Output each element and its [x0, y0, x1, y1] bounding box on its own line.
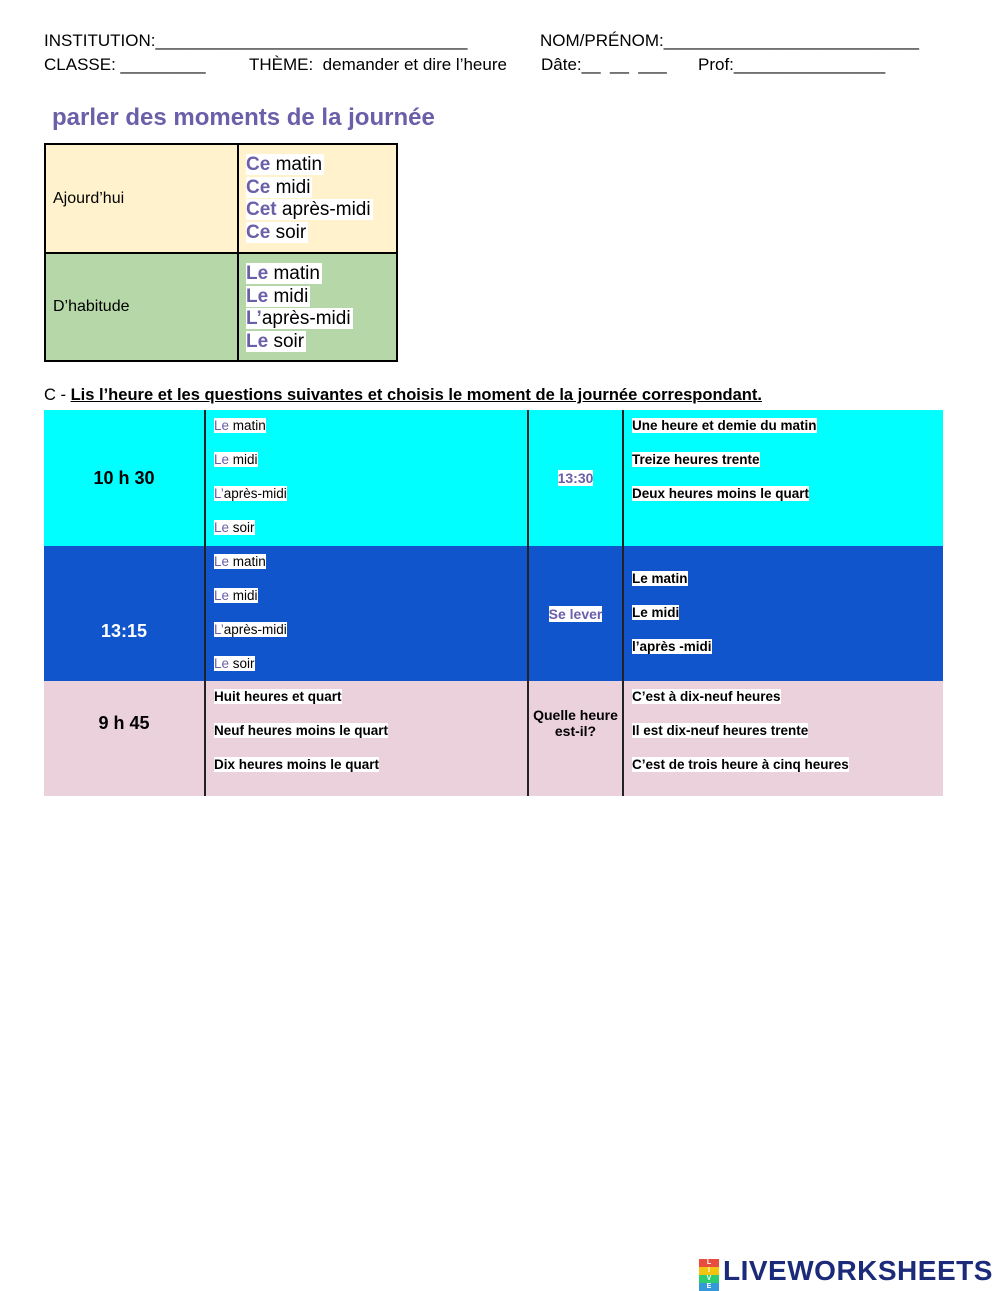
option-choice[interactable]: Une heure et demie du matin [632, 418, 817, 433]
exercise-row [44, 681, 943, 796]
logo-text: LIVEWORKSHEETS [723, 1255, 993, 1286]
time-cell: 13:15 [44, 546, 206, 681]
prompt-cell: 13:30 [529, 410, 624, 546]
option-choice[interactable]: Le matin [632, 571, 688, 586]
options-right [624, 681, 943, 796]
prompt-cell: Quelle heure est-il? [529, 681, 624, 796]
options-left [206, 410, 529, 546]
option-choice[interactable]: Dix heures moins le quart [214, 757, 380, 772]
exercise-table [44, 410, 943, 796]
moments-label-usually: D’habitude [46, 254, 239, 360]
classe-line: CLASSE: _________ [44, 55, 206, 74]
option-choice[interactable]: L’après-midi [214, 622, 287, 637]
option-choice[interactable]: L’après-midi [214, 486, 287, 501]
time-cell: 9 h 45 [44, 681, 206, 796]
prof-line: Prof:________________ [698, 55, 886, 74]
option-choice[interactable]: Le midi [214, 452, 258, 467]
logo-mark-icon: L I V E [699, 1259, 719, 1283]
option-choice[interactable]: Le midi [214, 588, 258, 603]
moments-row-today [46, 145, 396, 254]
option-choice[interactable]: C’est à dix-neuf heures [632, 689, 781, 704]
options-left [206, 681, 529, 796]
option-choice[interactable]: Le midi [632, 605, 680, 620]
option-choice[interactable]: Treize heures trente [632, 452, 760, 467]
institution-line: INSTITUTION:_________________________________ [44, 31, 468, 50]
option-choice[interactable]: C’est de trois heure à cinq heures [632, 757, 849, 772]
option-choice[interactable]: Le soir [214, 520, 255, 535]
liveworksheets-logo [699, 1255, 993, 1290]
theme-line: THÈME: demander et dire l’heure [249, 55, 507, 74]
options-right [624, 410, 943, 546]
option-choice[interactable]: Il est dix-neuf heures trente [632, 723, 809, 738]
moments-values-today: Ce matin Ce midi Cet après-midi Ce soir [246, 154, 371, 243]
option-choice[interactable]: Le matin [214, 418, 266, 433]
time-cell: 10 h 30 [44, 410, 206, 546]
moments-table [44, 143, 398, 362]
option-choice[interactable]: Neuf heures moins le quart [214, 723, 389, 738]
option-choice[interactable]: Le matin [214, 554, 266, 569]
option-choice[interactable]: Le soir [214, 656, 255, 671]
page-title: parler des moments de la journée [52, 104, 435, 131]
option-choice[interactable]: Huit heures et quart [214, 689, 342, 704]
date-line: Dâte:__ __ ___ [541, 55, 667, 74]
option-choice[interactable]: Deux heures moins le quart [632, 486, 810, 501]
prompt-cell: Se lever [529, 546, 624, 681]
moments-values-usually: Le matin Le midi L’après-midi Le soir [246, 263, 351, 352]
exercise-row [44, 410, 943, 546]
option-choice[interactable]: l’après -midi [632, 639, 712, 654]
exercise-instruction: C - Lis l’heure et les questions suivantes et choisis le moment de la journée correspondant. [44, 386, 762, 404]
moments-row-usually [46, 254, 396, 360]
options-left [206, 546, 529, 681]
options-right [624, 546, 943, 681]
exercise-row [44, 546, 943, 681]
name-line: NOM/PRÉNOM:___________________________ [540, 31, 919, 50]
moments-label-today: Ajourd’hui [46, 145, 239, 252]
